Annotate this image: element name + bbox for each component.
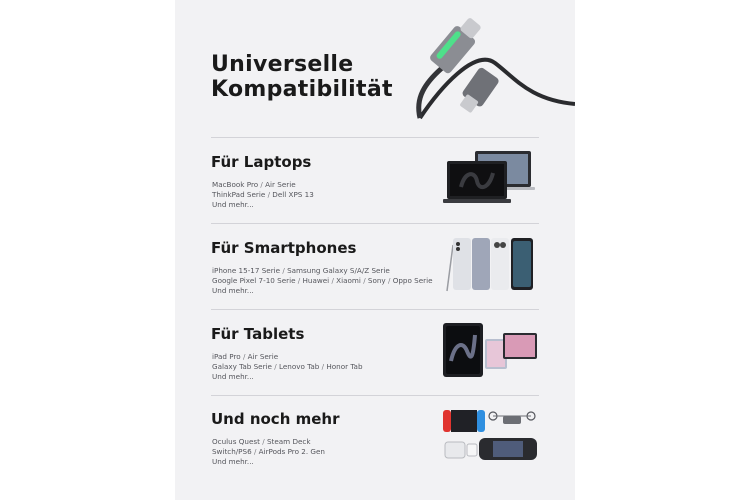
compat-line: MacBook Pro / Air Serie xyxy=(212,180,296,189)
smartphones-image xyxy=(441,235,539,295)
more-line: Und mehr... xyxy=(212,457,254,466)
compat-line: ThinkPad Serie / Dell XPS 13 xyxy=(212,190,314,199)
compat-line: iPad Pro / Air Serie xyxy=(212,352,279,361)
divider xyxy=(211,395,539,396)
hero-title xyxy=(211,52,393,102)
more-line: Und mehr... xyxy=(212,200,254,209)
more-line: Und mehr... xyxy=(212,286,254,295)
divider xyxy=(211,137,539,138)
device-name: Lenovo Tab xyxy=(278,362,320,371)
compat-line: Oculus Quest / Steam Deck xyxy=(212,437,311,446)
section-tablets xyxy=(211,325,539,411)
device-name: Steam Deck xyxy=(266,437,311,446)
divider xyxy=(211,309,539,310)
compat-line: iPhone 15-17 Serie / Samsung Galaxy S/A/Z Serie xyxy=(212,266,390,275)
device-name: Oculus Quest xyxy=(212,437,260,446)
device-name: Samsung Galaxy S/A/Z Serie xyxy=(287,266,390,275)
device-name: AirPods Pro 2. Gen xyxy=(258,447,325,456)
device-name: Google Pixel 7-10 Serie xyxy=(212,276,296,285)
device-name: Dell XPS 13 xyxy=(272,190,314,199)
tablets-image xyxy=(441,321,539,381)
section-title: Und noch mehr xyxy=(211,410,340,428)
compat-line: Google Pixel 7-10 Serie / Huawei / Xiaomi / Sony / Oppo Serie xyxy=(212,276,433,285)
section-title: Für Tablets xyxy=(211,325,305,343)
section-laptops xyxy=(211,153,539,239)
device-name: Air Serie xyxy=(265,180,296,189)
section-title: Für Laptops xyxy=(211,153,312,171)
device-name: MacBook Pro xyxy=(212,180,259,189)
device-name: Oppo Serie xyxy=(392,276,433,285)
more-line: Und mehr... xyxy=(212,372,254,381)
other-devices-image xyxy=(441,406,539,466)
usb-c-cable-image xyxy=(380,8,575,128)
laptop-image xyxy=(441,149,539,209)
device-name: Galaxy Tab Serie xyxy=(212,362,272,371)
device-name: iPhone 15-17 Serie xyxy=(212,266,281,275)
divider xyxy=(211,223,539,224)
section-smartphones xyxy=(211,239,539,325)
product-info-panel xyxy=(175,0,575,500)
device-name: Honor Tab xyxy=(326,362,363,371)
section-more-devices xyxy=(211,410,539,496)
device-name: Air Serie xyxy=(247,352,279,361)
device-name: ThinkPad Serie xyxy=(212,190,266,199)
hero-title-line2: Kompatibilität xyxy=(211,77,393,102)
device-name: iPad Pro xyxy=(212,352,241,361)
device-name: Xiaomi xyxy=(336,276,361,285)
device-name: Sony xyxy=(367,276,386,285)
section-title: Für Smartphones xyxy=(211,239,357,257)
device-name: Switch/PS6 xyxy=(212,447,252,456)
hero-title-line1: Universelle xyxy=(211,52,354,77)
compat-line: Switch/PS6 / AirPods Pro 2. Gen xyxy=(212,447,325,456)
device-name: Huawei xyxy=(302,276,330,285)
compat-line: Galaxy Tab Serie / Lenovo Tab / Honor Tab xyxy=(212,362,363,371)
